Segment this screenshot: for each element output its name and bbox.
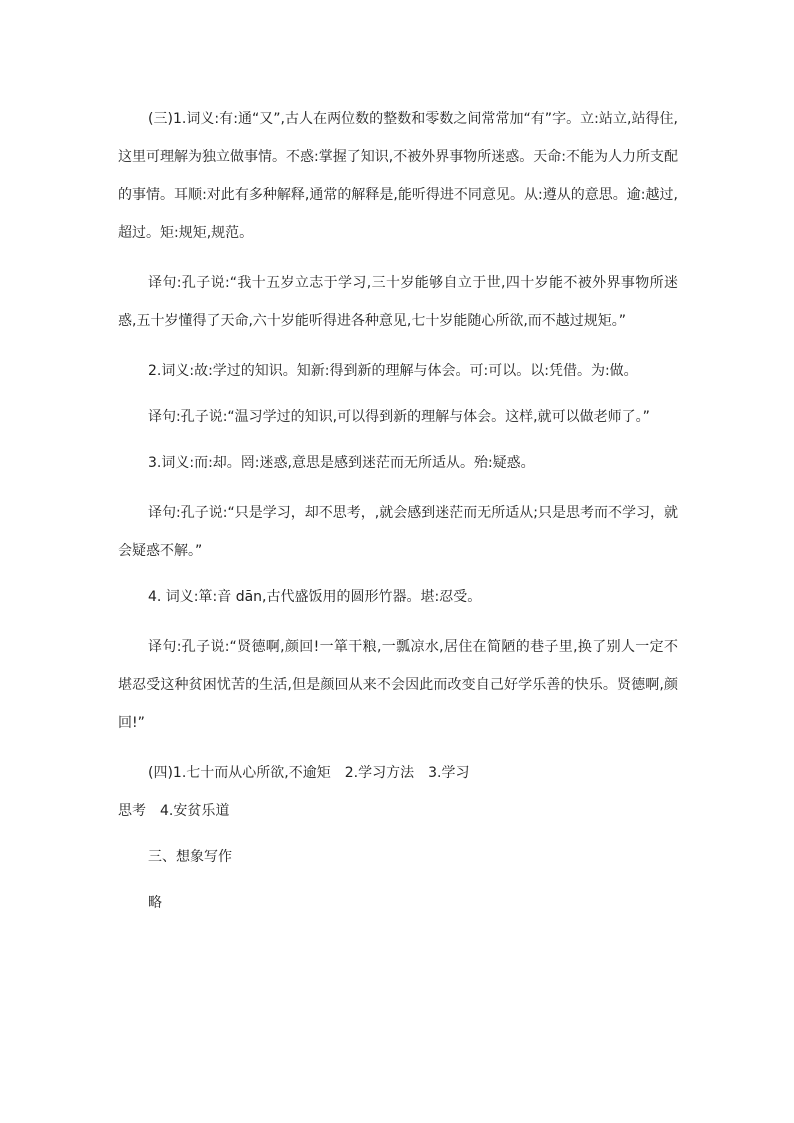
paragraph-omitted: 略 [148,895,162,911]
paragraph-vocab-2: 2.词义:故:学过的知识。知新:得到新的理解与体会。可:可以。以:凭借。为:做。 [148,363,638,379]
document-page [118,100,678,922]
paragraph-vocab-3: 3.词义:而:却。罔:迷惑,意思是感到迷茫而无所适从。殆:疑惑。 [148,455,535,471]
paragraph-answers-4: (四)1.七十而从心所欲,不逾矩 2.学习方法 3.学习 [148,765,470,781]
paragraph-vocab-1: (三)1.词义:有:通“又”,古人在两位数的整数和零数之间常常加“有”字。立:站立,站得住,这里可理解为独立做事情。不惑:掌握了知识,不被外界事物所迷惑。天命:不能为人力所支配的事情。耳顺:对此有多种解释,通常的解释是,能听得进不同意见。从:遵从的意思。逾:越过,超过。矩:规矩,规范。 [118,111,678,241]
paragraph-translation-3: 译句:孔子说:“只是学习，却不思考，,就会感到迷茫而无所适从;只是思考而不学习，就会疑惑不解。” [118,505,678,559]
paragraph-translation-2: 译句:孔子说:“温习学过的知识,可以得到新的理解与体会。这样,就可以做老师了。” [148,409,650,425]
paragraph-answers-4-cont: 思考 4.安贫乐道 [118,803,230,819]
paragraph-vocab-4: 4. 词义:箪:音 dān,古代盛饭用的圆形竹器。堪:忍受。 [148,589,482,605]
section-heading-writing: 三、想象写作 [148,849,232,865]
paragraph-translation-4: 译句:孔子说:“贤德啊,颜回!一箪干粮,一瓢凉水,居住在简陋的巷子里,换了别人一定不堪忍受这种贫困忧苦的生活,但是颜回从来不会因此而改变自己好学乐善的快乐。贤德啊,颜回!” [118,639,678,731]
paragraph-translation-1: 译句:孔子说:“我十五岁立志于学习,三十岁能够自立于世,四十岁能不被外界事物所迷惑,五十岁懂得了天命,六十岁能听得进各种意见,七十岁能随心所欲,而不越过规矩。” [118,275,678,329]
